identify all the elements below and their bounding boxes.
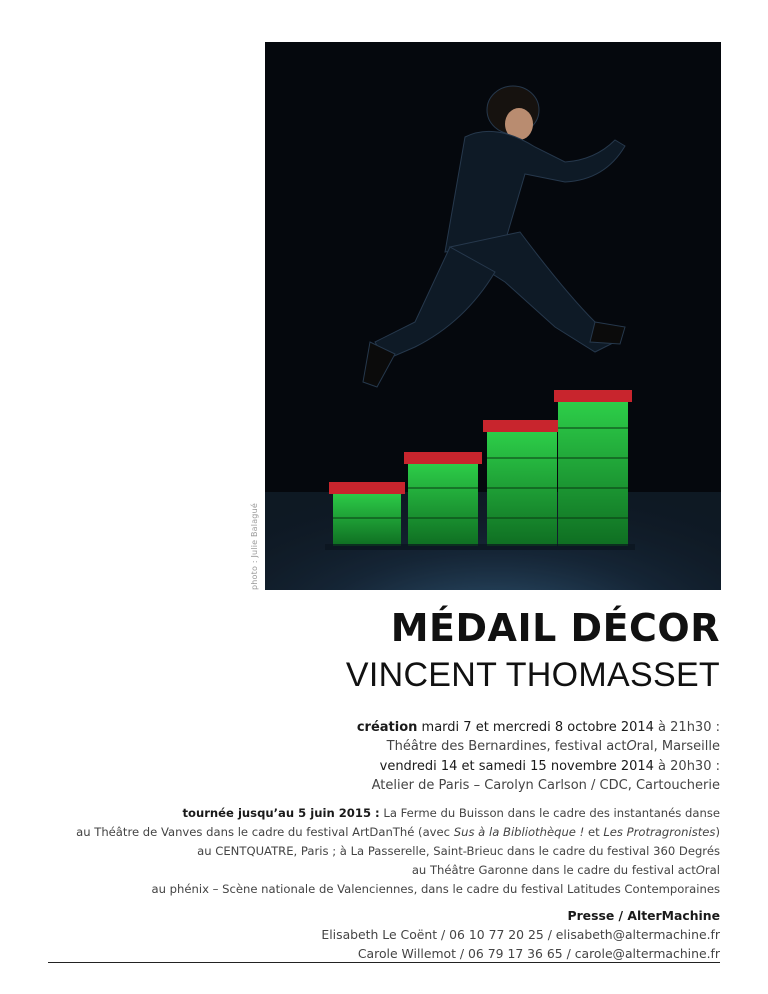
show-title: MÉDAIL DÉCOR	[390, 606, 720, 650]
tour-line-2	[76, 823, 720, 842]
tour-line-4-b: ral	[704, 863, 720, 877]
artist-name: VINCENT THOMASSET	[345, 656, 720, 694]
tour-line-2-work-1: Sus à la Bibliothèque !	[453, 825, 585, 839]
tour-line-2-work-2: Les Protragronistes	[603, 825, 716, 839]
press-heading: Presse / AlterMachine	[567, 908, 720, 923]
press-block	[321, 906, 720, 963]
paris-dates-line	[372, 757, 720, 776]
tour-line-4	[76, 861, 720, 880]
tour-label: tournée jusqu’au 5 juin 2015 :	[182, 806, 380, 820]
bottom-rule	[48, 962, 720, 963]
photo-credit: photo : Julie Balagué	[250, 503, 259, 590]
premiere-time: à 21h30 :	[653, 720, 720, 735]
press-contact-1: Elisabeth Le Coënt / 06 10 77 20 25 / elisabeth@altermachine.fr	[321, 927, 720, 942]
paris-time: à 20h30 :	[653, 759, 720, 774]
tour-block	[76, 804, 720, 899]
jumping-dancer-image	[265, 42, 721, 590]
premiere-venue-text: Théâtre des Bernardines, festival act	[386, 739, 627, 754]
paris-block	[372, 757, 720, 795]
performance-photo	[265, 42, 721, 590]
tour-line-2-b: et	[584, 825, 604, 839]
premiere-venue-oral-o: O	[626, 739, 637, 754]
premiere-venue-text-end: ral, Marseille	[636, 739, 720, 754]
premiere-dates-line	[357, 718, 720, 737]
tour-line-2-a: au Théâtre de Vanves dans le cadre du festival ArtDanThé (avec	[76, 825, 454, 839]
premiere-dates: mardi 7 et mercredi 8 octobre 2014	[421, 720, 654, 735]
tour-line-1	[76, 804, 720, 823]
press-contact-2: Carole Willemot / 06 79 17 36 65 / carole@altermachine.fr	[357, 946, 720, 961]
premiere-label: création	[356, 720, 418, 735]
premiere-venue	[357, 737, 720, 756]
paris-dates: vendredi 14 et samedi 15 novembre 2014	[379, 759, 654, 774]
tour-line-1-text: La Ferme du Buisson dans le cadre des instantanés danse	[379, 806, 720, 820]
premiere-block	[357, 718, 720, 756]
tour-line-4-a: au Théâtre Garonne dans le cadre du festival act	[411, 863, 696, 877]
tour-line-2-c: )	[715, 825, 720, 839]
tour-line-3: au CENTQUATRE, Paris ; à La Passerelle, Saint-Brieuc dans le cadre du festival 360 Degrés	[197, 844, 720, 858]
tour-line-5: au phénix – Scène nationale de Valenciennes, dans le cadre du festival Latitudes Contemporaines	[151, 882, 720, 896]
paris-venue: Atelier de Paris – Carolyn Carlson / CDC, Cartoucherie	[371, 778, 720, 793]
tour-line-4-oral-o: O	[695, 863, 705, 877]
